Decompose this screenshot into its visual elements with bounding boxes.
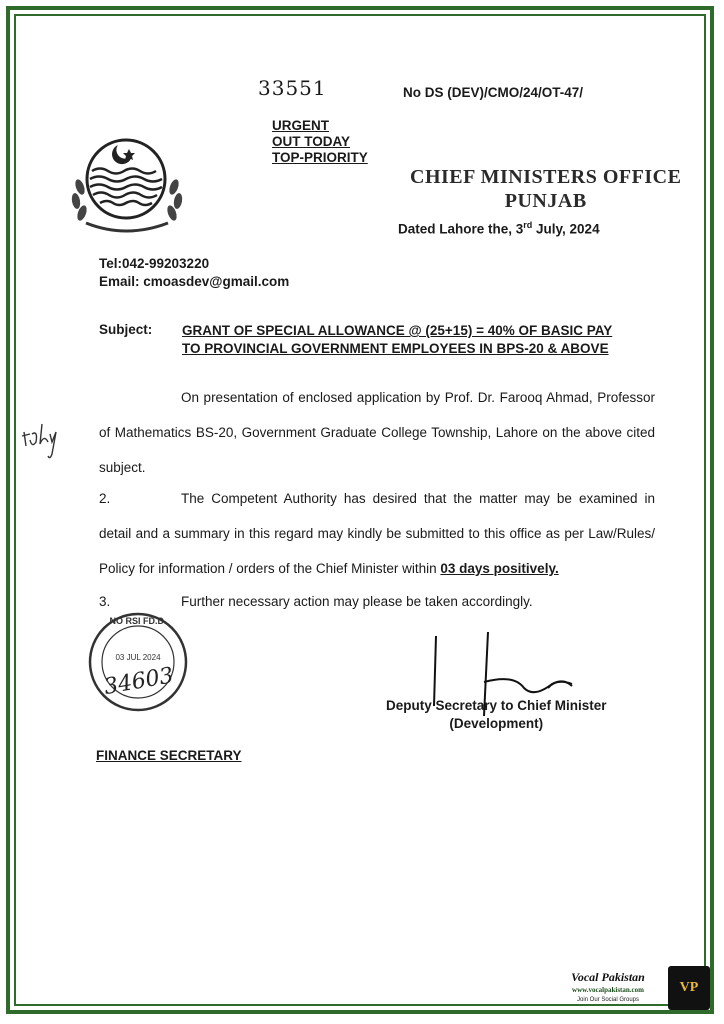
serial-number: 33551 bbox=[258, 76, 327, 100]
subject-line-1: GRANT OF SPECIAL ALLOWANCE @ (25+15) = 40% OF BASIC PAY bbox=[182, 323, 613, 338]
subject-label: Subject: bbox=[99, 322, 153, 337]
signatory-block bbox=[386, 697, 607, 733]
priority-out-today: OUT TODAY bbox=[272, 134, 351, 149]
paragraph-2 bbox=[99, 481, 655, 586]
paragraph-3-text: Further necessary action may please be taken accordingly. bbox=[181, 594, 533, 609]
telephone: Tel:042-99203220 bbox=[99, 256, 210, 271]
watermark-url: www.vocalpakistan.com bbox=[572, 986, 644, 994]
punjab-emblem bbox=[66, 127, 190, 242]
margin-note-text bbox=[20, 420, 21, 421]
stamp-number: 34603 bbox=[102, 663, 176, 700]
vocal-pakistan-watermark bbox=[550, 966, 712, 1012]
paragraph-2-text: The Competent Authority has desired that the matter may be examined in detail and a summary in this regard may kindly be submitted to this office as per Law/Rules/ Policy for information / orders of the Chief Minister within bbox=[99, 491, 655, 576]
margin-handwritten-note bbox=[20, 420, 64, 473]
email: Email: cmoasdev@gmail.com bbox=[99, 274, 290, 289]
addressee: FINANCE SECRETARY bbox=[96, 748, 242, 763]
stamp-header-text: NO RSI FD.D. bbox=[109, 616, 167, 626]
date-suffix-sup: rd bbox=[523, 220, 533, 230]
signatory-title: Deputy Secretary to Chief Minister bbox=[386, 698, 607, 713]
paragraph-2-emphasis: 03 days positively. bbox=[440, 561, 559, 576]
watermark-join-text: Join Our Social Groups bbox=[576, 997, 640, 1003]
office-heading bbox=[410, 165, 681, 213]
reference-number: No DS (DEV)/CMO/24/OT-47/ bbox=[403, 85, 584, 100]
watermark-badge-icon: VP bbox=[668, 966, 710, 1010]
signatory-department: (Development) bbox=[449, 716, 544, 731]
date-line bbox=[398, 220, 600, 237]
date-prefix: Dated Lahore the, 3 bbox=[398, 221, 524, 237]
receipt-stamp bbox=[84, 606, 194, 723]
priority-top: TOP-PRIORITY bbox=[272, 150, 368, 165]
office-name: CHIEF MINISTERS OFFICE bbox=[410, 166, 682, 188]
subject-text bbox=[182, 322, 612, 358]
paragraph-1: On presentation of enclosed application by Prof. Dr. Farooq Ahmad, Professor of Mathematics BS-20, Government Graduate College Township, Lahore on the above cited subject. bbox=[99, 390, 655, 475]
office-province: PUNJAB bbox=[504, 190, 587, 212]
date-month-year: July, 2024 bbox=[532, 221, 600, 237]
watermark-brand: Vocal Pakistan bbox=[571, 970, 645, 984]
priority-urgent: URGENT bbox=[272, 118, 329, 133]
paragraph-2-number: 2. bbox=[99, 491, 111, 506]
paragraph-3-number: 3. bbox=[99, 594, 111, 609]
stamp-date: 03 JUL 2024 bbox=[115, 653, 161, 662]
contact-block bbox=[99, 255, 289, 291]
priority-block bbox=[272, 118, 368, 166]
subject-line-2: TO PROVINCIAL GOVERNMENT EMPLOYEES IN BPS-20 & ABOVE bbox=[182, 341, 609, 356]
